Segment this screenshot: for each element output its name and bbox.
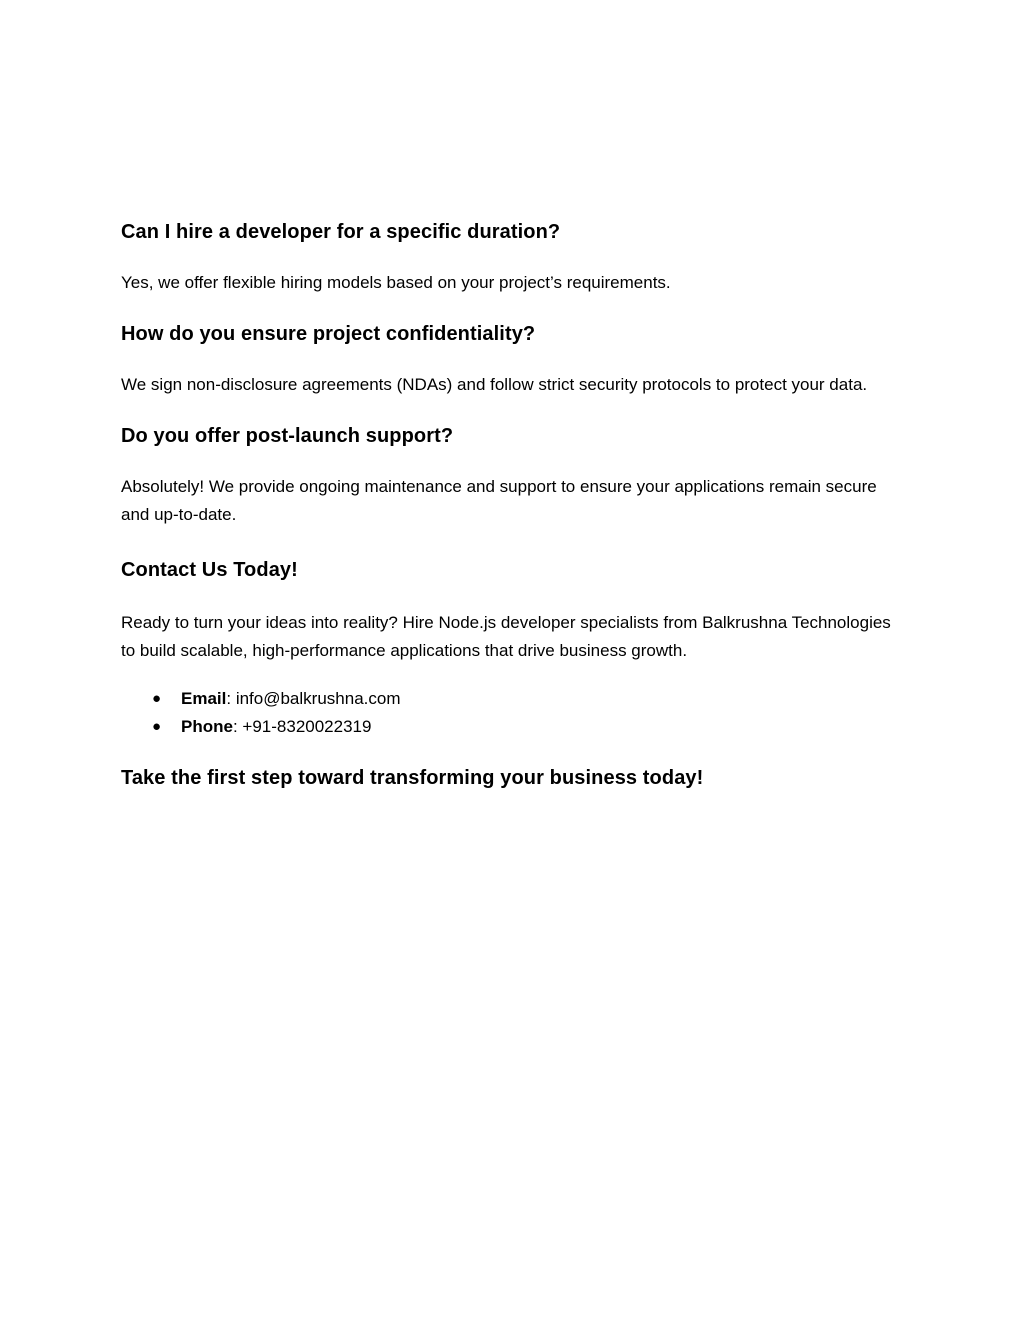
phone-label: Phone [181, 717, 233, 736]
email-value[interactable]: info@balkrushna.com [235, 689, 401, 708]
faq-answer-duration: Yes, we offer flexible hiring models based on your project’s requirements. [121, 273, 671, 292]
contact-list [121, 685, 901, 741]
faq-question-confidentiality: How do you ensure project confidentiality? [121, 323, 536, 345]
email-label: Email [181, 689, 227, 708]
document-content [121, 218, 901, 792]
phone-value[interactable]: +91-8320022319 [242, 717, 372, 736]
contact-item-phone [121, 713, 901, 741]
contact-intro: Ready to turn your ideas into reality? Hire Node.js developer specialists from Balkrushna Technologies to build scalable, high-performance applications that drive business growth. [121, 613, 891, 660]
email-separator: : [226, 689, 236, 708]
closing-heading: Take the first step toward transforming your business today! [121, 767, 704, 789]
faq-question-support: Do you offer post-launch support? [121, 425, 454, 447]
contact-item-email [121, 685, 901, 713]
phone-separator: : [232, 717, 243, 736]
bullet-icon: ● [152, 718, 162, 735]
faq-answer-confidentiality: We sign non-disclosure agreements (NDAs) and follow strict security protocols to protect your data. [121, 375, 868, 394]
faq-answer-support: Absolutely! We provide ongoing maintenance and support to ensure your applications remain secure and up-to-date. [121, 477, 877, 524]
contact-heading: Contact Us Today! [121, 559, 298, 581]
faq-question-duration: Can I hire a developer for a specific duration? [121, 221, 561, 243]
bullet-icon: ● [152, 690, 162, 707]
